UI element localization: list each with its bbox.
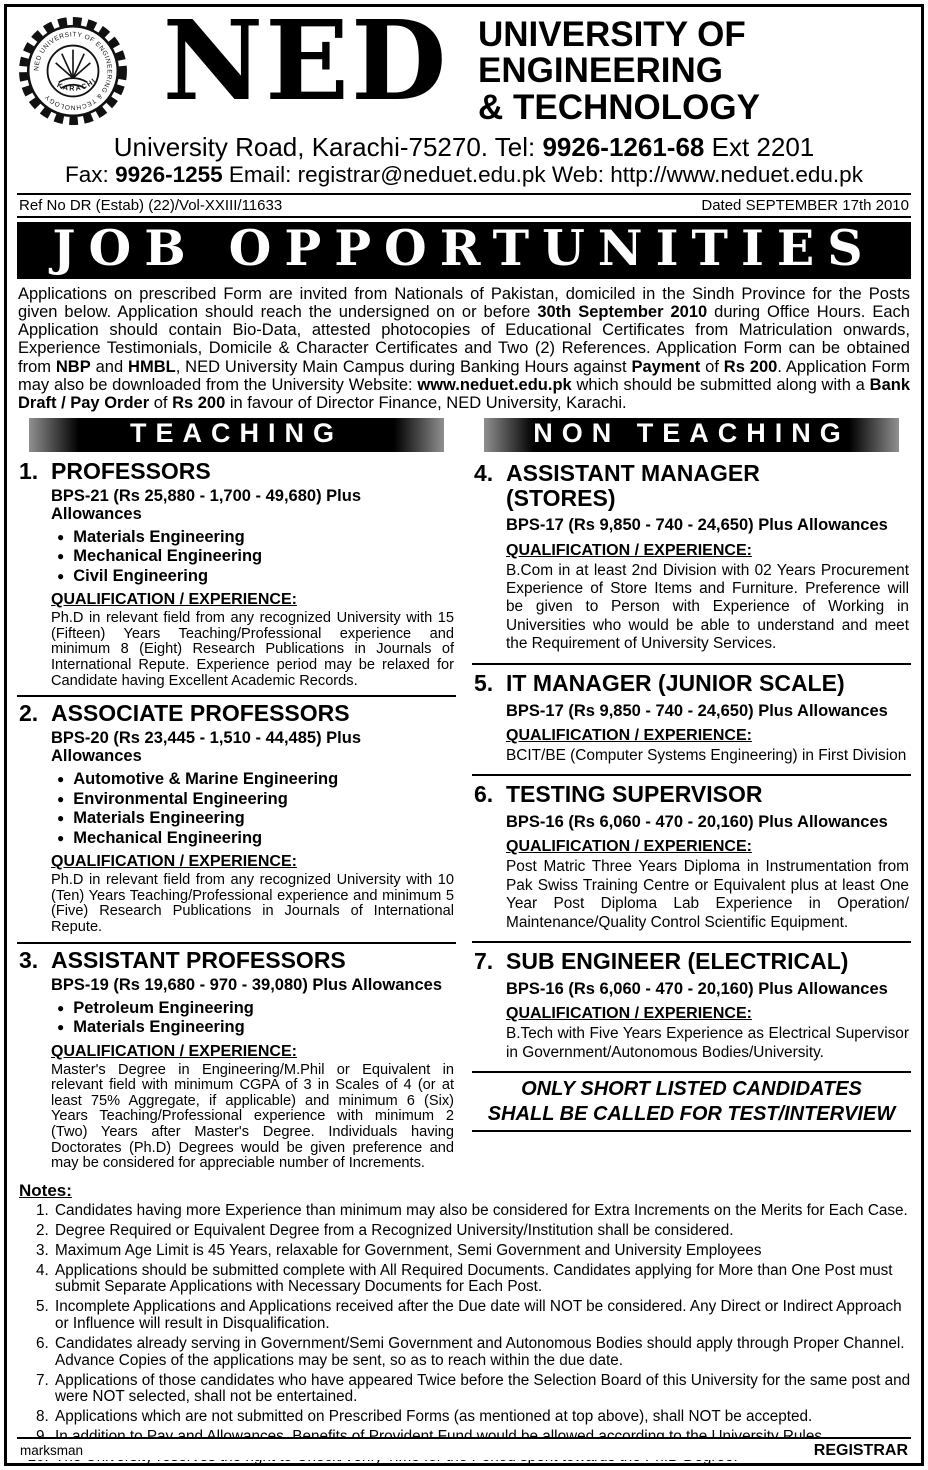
qualification-text: Ph.D in relevant field from any recognized University with 10 (Ten) Years Teaching/Professional experience and minimum 5 (Five) Research Publications in Journals of International Repute.: [51, 872, 454, 936]
job-head: [474, 671, 909, 696]
job-discipline-label: Materials Engineering: [73, 1018, 245, 1037]
shortlist-notice-line: ONLY SHORT LISTED CANDIDATES: [521, 1078, 862, 1101]
qualification-heading: QUALIFICATION / EXPERIENCE:: [506, 541, 752, 559]
job-title-line: ASSISTANT MANAGER: [506, 459, 760, 486]
qualification-heading: QUALIFICATION / EXPERIENCE:: [506, 726, 752, 744]
job-number: 1.: [19, 457, 39, 484]
qualification-heading: QUALIFICATION / EXPERIENCE:: [51, 591, 297, 609]
text-segment: www.neduet.edu.pk: [417, 375, 572, 394]
non-teaching-jobs-list: [472, 455, 911, 1072]
job-pay-scale: BPS-21 (Rs 25,880 - 1,700 - 49,680) Plus Allowances: [51, 486, 362, 523]
job-discipline: [57, 790, 454, 809]
job-number: 5.: [474, 669, 494, 696]
note-item: 4. Applications should be submitted complete with All Required Documents. Candidates applying for More than One Post must submit Separate Applications with Necessary Documents for Each Post.: [53, 1263, 911, 1296]
job-title-line: TESTING SUPERVISOR: [506, 781, 763, 808]
bullet-icon: ●: [57, 549, 65, 564]
seal-bottom-text: KARACHI: [55, 76, 99, 93]
text-segment: Email: registrar@neduet.edu.pk Web: http://www.neduet.edu.pk: [222, 162, 863, 188]
job-title: [506, 782, 909, 807]
registrar-signature: REGISTRAR: [813, 1442, 908, 1459]
job-title: [506, 671, 909, 696]
press-credit: marksman: [20, 1443, 84, 1458]
job-opportunities-banner: JOB OPPORTUNITIES: [17, 222, 911, 279]
job-entry: [17, 695, 456, 941]
job-discipline: [57, 1018, 454, 1037]
bullet-icon: ●: [57, 791, 65, 806]
job-pay-scale: BPS-20 (Rs 23,445 - 1,510 - 44,485) Plus Allowances: [51, 729, 362, 766]
text-segment: 9926-1261-68: [542, 132, 705, 162]
job-head: [19, 701, 454, 726]
reference-number: Ref No DR (Estab) (22)/Vol-XXIII/11633: [19, 197, 283, 215]
job-number: 4.: [474, 459, 494, 486]
job-number: 6.: [474, 781, 494, 808]
job-entry: [472, 455, 911, 663]
notes-section: [17, 1181, 911, 1466]
text-segment: . Application Form may also be downloaded from the University Website:: [18, 357, 910, 394]
text-segment: Rs 200: [172, 393, 226, 412]
job-discipline: [57, 999, 454, 1018]
bullet-icon: ●: [57, 772, 65, 787]
bullet-icon: ●: [57, 529, 65, 544]
teaching-jobs-list: [17, 455, 456, 1178]
qualification-text: B.Com in at least 2nd Division with 02 Years Procurement Experience of Store Items and Furniture. Preference will be given to Person with Experience of Working in Universities who would be able to understand and meet the Requirement of University Services.: [506, 561, 909, 653]
job-number: 3.: [19, 946, 39, 973]
note-item: 2. Degree Required or Equivalent Degree from a Recognized University/Institution shall be considered.: [53, 1223, 911, 1240]
job-discipline-list: [57, 999, 454, 1038]
note-item: 3. Maximum Age Limit is 45 Years, relaxable for Government, Semi Government and University Employees: [53, 1243, 911, 1260]
address-line: [17, 134, 911, 161]
university-seal-icon: [17, 13, 133, 132]
university-name: [478, 13, 911, 126]
qualification-text: Post Matric Three Years Diploma in Instrumentation from Pak Swiss Training Centre or Equivalent plus at least One Year Post Diploma Lab Experience in Operation/ Maintenance/Quality Control Scientific Equipment.: [506, 858, 909, 931]
note-item: 5. Incomplete Applications and Applications received after the Due date will NOT be considered. Any Direct or Indirect Approach or Influence will result in Disqualification.: [53, 1299, 911, 1332]
job-discipline-list: [57, 528, 454, 586]
job-title: [51, 459, 454, 484]
qualification-text: BCIT/BE (Computer Systems Engineering) in First Division: [506, 746, 907, 764]
job-head: [474, 949, 909, 974]
footer: [17, 1437, 911, 1460]
job-entry: [17, 455, 456, 696]
text-segment: Bank Draft / Pay Order: [18, 375, 911, 412]
job-entry: [472, 663, 911, 774]
note-item: 7. Applications of those candidates who have appeared Twice before the Selection Board of this University for the same post and were NOT selected, shall not be entertained.: [53, 1373, 911, 1406]
qualification-heading: QUALIFICATION / EXPERIENCE:: [51, 1042, 297, 1060]
job-title-line: ASSOCIATE PROFESSORS: [51, 700, 350, 727]
job-title-line: ASSISTANT PROFESSORS: [51, 946, 346, 973]
bullet-icon: ●: [57, 568, 65, 583]
job-title: [506, 461, 909, 511]
job-title-line: SUB ENGINEER (ELECTRICAL): [506, 948, 849, 975]
job-pay-scale: BPS-19 (Rs 19,680 - 970 - 39,080) Plus Allowances: [51, 975, 442, 994]
text-segment: in favour of Director Finance, NED University, Karachi.: [225, 393, 627, 412]
qualification-heading: QUALIFICATION / EXPERIENCE:: [506, 1005, 752, 1023]
university-seal-svg: [17, 15, 129, 127]
job-discipline-label: Materials Engineering: [73, 809, 245, 828]
text-segment: of: [700, 357, 724, 376]
job-discipline-label: Mechanical Engineering: [73, 828, 263, 847]
bullet-icon: ●: [57, 811, 65, 826]
job-head: [474, 461, 909, 511]
job-head: [19, 948, 454, 973]
note-item: 8. Applications which are not submitted on Prescribed Forms (as mentioned at top above), shall NOT be accepted.: [53, 1409, 911, 1426]
text-segment: 30th September 2010: [537, 303, 708, 322]
job-title-line: (STORES): [506, 484, 616, 511]
job-number: 2.: [19, 700, 39, 727]
newspaper-ad-page: [4, 4, 924, 1466]
job-discipline-label: Civil Engineering: [73, 566, 209, 585]
intro-paragraph: [18, 285, 910, 412]
text-segment: , NED University Main Campus during Banking Hours against: [175, 357, 632, 376]
header-top: [17, 4, 911, 132]
job-discipline: [57, 829, 454, 848]
job-head: [19, 459, 454, 484]
text-segment: during Office Hours. Each Application should contain Bio-Data, attested photocopies of Educational Certificates from Matriculation onwards, Experience Testimonials, Domicile & Character Certificates and Two (2) References. Application Form can be obtained from: [18, 303, 910, 376]
text-segment: 9926-1255: [115, 162, 223, 188]
job-title-line: PROFESSORS: [51, 457, 211, 484]
job-discipline: [57, 809, 454, 828]
bullet-icon: ●: [57, 830, 65, 845]
job-pay-scale: BPS-16 (Rs 6,060 - 470 - 20,160) Plus Allowances: [506, 980, 888, 999]
note-item: 6. Candidates already serving in Government/Semi Government and Autonomous Bodies should apply through Proper Channel. Advance Copies of the applications may be sent, so as to reach within the due date.: [53, 1336, 911, 1369]
teaching-column: [17, 416, 456, 1178]
job-discipline-label: Mechanical Engineering: [73, 547, 263, 566]
text-segment: HMBL: [128, 357, 176, 376]
notes-list: [17, 1203, 911, 1466]
job-title: [51, 701, 454, 726]
job-entry: [472, 941, 911, 1071]
text-segment: which should be submitted along with a: [571, 375, 870, 394]
bullet-icon: ●: [57, 1020, 65, 1035]
header: [17, 4, 911, 279]
shortlist-notice-line: SHALL BE CALLED FOR TEST/INTERVIEW: [487, 1102, 896, 1125]
job-discipline-label: Automotive & Marine Engineering: [73, 770, 339, 789]
text-segment: University Road, Karachi-75270. Tel:: [113, 132, 543, 162]
job-discipline-label: Environmental Engineering: [73, 789, 288, 808]
job-pay-scale: BPS-16 (Rs 6,060 - 470 - 20,160) Plus Allowances: [506, 813, 888, 832]
job-entry: [17, 942, 456, 1178]
university-name-line: ENGINEERING: [478, 51, 724, 91]
job-entry: [472, 774, 911, 941]
job-title: [51, 948, 454, 973]
job-discipline: [57, 528, 454, 547]
job-discipline: [57, 547, 454, 566]
dated-label: Dated SEPTEMBER 17th 2010: [701, 197, 909, 215]
reference-row: [17, 193, 911, 218]
job-discipline-label: Materials Engineering: [73, 527, 245, 546]
text-segment: and: [90, 357, 129, 376]
job-discipline-label: Petroleum Engineering: [73, 998, 254, 1017]
qualification-text: Master's Degree in Engineering/M.Phil or Equivalent in relevant field with minimum CGPA of 3 in Scales of 4 (or at least 75% Aggregate, if applicable) and minimum 6 (Six) Years Teaching/Professional experience with minimum 2 (Two) Years after Master's Degree. Individuals having Doctorates (Ph.D) Degrees would be given preference and may be considered for appreciable number of Increments.: [51, 1061, 454, 1172]
text-segment: Fax:: [65, 162, 116, 188]
job-discipline: [57, 770, 454, 789]
job-title-line: IT MANAGER (JUNIOR SCALE): [506, 669, 845, 696]
job-pay-scale: BPS-17 (Rs 9,850 - 740 - 24,650) Plus Allowances: [506, 516, 888, 535]
seal-ring-text: NED UNIVERSITY OF ENGINEERING & TECHNOLOGY: [33, 31, 113, 111]
qualification-heading: QUALIFICATION / EXPERIENCE:: [51, 853, 297, 871]
bullet-icon: ●: [57, 1000, 65, 1015]
text-segment: Ext 2201: [704, 132, 815, 162]
university-name-line: UNIVERSITY OF: [478, 15, 746, 54]
text-segment: Rs 200: [723, 357, 778, 376]
note-item: 1. Candidates having more Experience than minimum may also be considered for Extra Increments on the Merits for Each Case.: [53, 1203, 911, 1220]
job-head: [474, 782, 909, 807]
non-teaching-section-bar: NON TEACHING: [484, 418, 899, 452]
text-segment: Payment: [631, 357, 701, 376]
job-title: [506, 949, 909, 974]
text-segment: of: [149, 393, 173, 412]
qualification-text: B.Tech with Five Years Experience as Electrical Supervisor in Government/Autonomous Bodies/University.: [506, 1025, 909, 1061]
qualification-text: Ph.D in relevant field from any recognized University with 15 (Fifteen) Years Teaching/Professional experience and minimum 8 (Eight) Research Publications in Journals of International Repute. Experience period may be relaxed for Candidate having Excellent Academic Records.: [51, 610, 454, 689]
non-teaching-column: [472, 416, 911, 1178]
columns: [17, 416, 911, 1178]
text-segment: Applications on prescribed Form are invited from Nationals of Pakistan, domiciled in the Sindh Province for the Posts given below. Application should reach the undersigned on or before: [18, 285, 910, 322]
job-pay-scale: BPS-17 (Rs 9,850 - 740 - 24,650) Plus Allowances: [506, 701, 888, 720]
university-acronym: NED: [162, 4, 449, 125]
job-number: 7.: [474, 948, 494, 975]
shortlist-notice: [472, 1071, 911, 1132]
notes-title: Notes:: [19, 1180, 72, 1200]
job-discipline: [57, 567, 454, 586]
university-name-line: & TECHNOLOGY: [478, 87, 760, 127]
teaching-section-bar: TEACHING: [29, 418, 444, 452]
text-segment: NBP: [55, 357, 91, 376]
qualification-heading: QUALIFICATION / EXPERIENCE:: [506, 838, 752, 856]
contact-line: [17, 163, 911, 188]
job-discipline-list: [57, 770, 454, 848]
